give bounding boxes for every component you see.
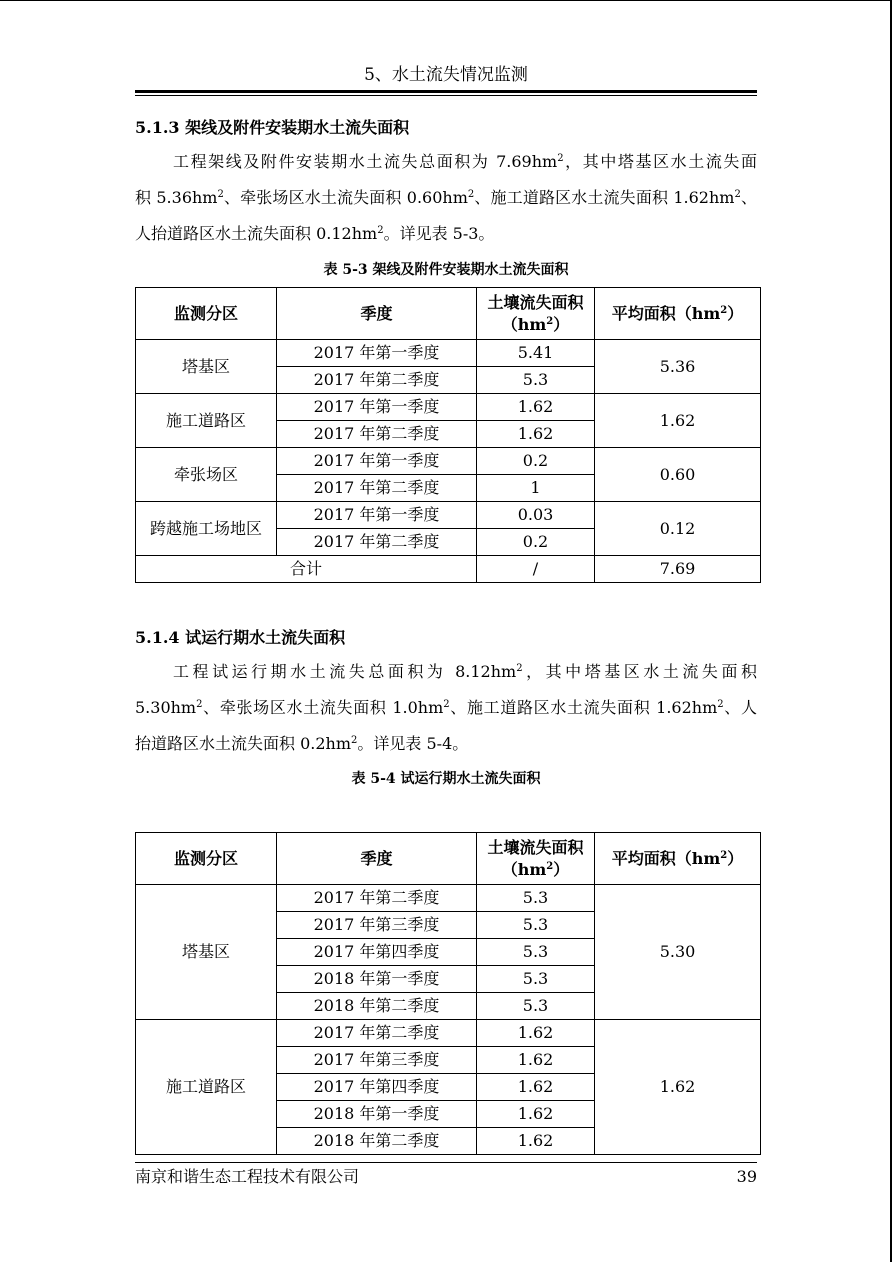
area-cell: 1.62 bbox=[477, 1128, 595, 1155]
area-cell: 1.62 bbox=[477, 394, 595, 421]
season-cell: 2018 年第一季度 bbox=[277, 1101, 477, 1128]
header-area: 土壤流失面积 $(hm^2)$ bbox=[477, 833, 595, 885]
season-cell: 2018 年第一季度 bbox=[277, 966, 477, 993]
total-avg: 7.69 bbox=[595, 556, 761, 583]
zone-cell: 牵张场区 bbox=[136, 448, 277, 502]
area-cell: 1.62 bbox=[477, 421, 595, 448]
season-cell: 2017 年第二季度 bbox=[277, 885, 477, 912]
avg-cell: 5.30 bbox=[595, 885, 761, 1020]
season-cell: 2017 年第一季度 bbox=[277, 394, 477, 421]
season-cell: 2017 年第一季度 bbox=[277, 340, 477, 367]
area-cell: 1.62 bbox=[477, 1020, 595, 1047]
area-cell: 5.3 bbox=[477, 885, 595, 912]
area-cell: 0.03 bbox=[477, 502, 595, 529]
season-cell: 2017 年第二季度 bbox=[277, 421, 477, 448]
season-cell: 2017 年第四季度 bbox=[277, 1074, 477, 1101]
area-cell: 1 bbox=[477, 475, 595, 502]
season-cell: 2017 年第一季度 bbox=[277, 448, 477, 475]
header-zone: 监测分区 bbox=[136, 288, 277, 340]
header-season: 季度 bbox=[277, 833, 477, 885]
footer-company: 南京和谐生态工程技术有限公司 bbox=[135, 1167, 360, 1186]
season-cell: 2017 年第四季度 bbox=[277, 939, 477, 966]
total-row bbox=[136, 556, 761, 583]
area-cell: 5.3 bbox=[477, 939, 595, 966]
section-heading-5-1-4: 5.1.4 试运行期水土流失面积 bbox=[135, 628, 346, 647]
paragraph-line: $5.30hm^2$、牵张场区水土流失面积 $1.0hm^2$、施工道路区水土流失面积 $1.62hm^2$、人 bbox=[135, 698, 757, 717]
table-5-3-caption: 表 5-3 架线及附件安装期水土流失面积 bbox=[323, 262, 569, 278]
area-cell: 0.2 bbox=[477, 448, 595, 475]
page-number: 39 bbox=[736, 1167, 757, 1186]
table-row bbox=[136, 340, 761, 367]
zone-cell: 跨越施工场地区 bbox=[136, 502, 277, 556]
table-5-4-caption: 表 5-4 试运行期水土流失面积 bbox=[351, 771, 541, 787]
header-rule-thin bbox=[135, 95, 757, 96]
area-cell: 1.62 bbox=[477, 1074, 595, 1101]
area-cell: 1.62 bbox=[477, 1101, 595, 1128]
season-cell: 2017 年第二季度 bbox=[277, 475, 477, 502]
table-header-row bbox=[136, 288, 761, 340]
total-label: 合计 bbox=[136, 556, 477, 583]
avg-cell: 1.62 bbox=[595, 394, 761, 448]
area-cell: 5.3 bbox=[477, 993, 595, 1020]
season-cell: 2017 年第三季度 bbox=[277, 1047, 477, 1074]
avg-cell: 5.36 bbox=[595, 340, 761, 394]
season-cell: 2018 年第二季度 bbox=[277, 1128, 477, 1155]
table-5-3 bbox=[135, 287, 761, 583]
header-rule-thick bbox=[135, 90, 757, 93]
avg-cell: 1.62 bbox=[595, 1020, 761, 1155]
area-cell: 1.62 bbox=[477, 1047, 595, 1074]
footer-rule bbox=[135, 1162, 757, 1163]
avg-cell: 0.12 bbox=[595, 502, 761, 556]
page-border-top bbox=[0, 0, 892, 1]
season-cell: 2017 年第二季度 bbox=[277, 367, 477, 394]
paragraph-5-1-4 bbox=[135, 654, 757, 762]
area-cell: 5.41 bbox=[477, 340, 595, 367]
table-row bbox=[136, 885, 761, 912]
paragraph-line: 工程试运行期水土流失总面积为 $8.12hm^2$，其中塔基区水土流失面积 bbox=[173, 662, 757, 681]
zone-cell: 塔基区 bbox=[136, 340, 277, 394]
header-area: 土壤流失面积 $(hm^2)$ bbox=[477, 288, 595, 340]
table-header-row bbox=[136, 833, 761, 885]
paragraph-line: 工程架线及附件安装期水土流失总面积为 $7.69hm^2$，其中塔基区水土流失面 bbox=[173, 152, 757, 171]
running-header: 5、水土流失情况监测 bbox=[364, 65, 528, 85]
header-zone: 监测分区 bbox=[136, 833, 277, 885]
paragraph-line: 抬道路区水土流失面积 $0.2hm^2$。详见表 5-4。 bbox=[135, 734, 469, 753]
paragraph-5-1-3 bbox=[135, 144, 757, 252]
section-heading-5-1-3: 5.1.3 架线及附件安装期水土流失面积 bbox=[135, 118, 410, 137]
season-cell: 2017 年第三季度 bbox=[277, 912, 477, 939]
table-5-4 bbox=[135, 832, 761, 1155]
zone-cell: 施工道路区 bbox=[136, 394, 277, 448]
table-row bbox=[136, 1020, 761, 1047]
area-cell: 0.2 bbox=[477, 529, 595, 556]
zone-cell: 塔基区 bbox=[136, 885, 277, 1020]
zone-cell: 施工道路区 bbox=[136, 1020, 277, 1155]
paragraph-line: 积 $5.36hm^2$、牵张场区水土流失面积 $0.60hm^2$、施工道路区水土流失面积 $1.62hm^2$、 bbox=[135, 188, 757, 207]
season-cell: 2017 年第一季度 bbox=[277, 502, 477, 529]
paragraph-line: 人抬道路区水土流失面积 $0.12hm^2$。详见表 5-3。 bbox=[135, 224, 495, 243]
header-season: 季度 bbox=[277, 288, 477, 340]
area-cell: 5.3 bbox=[477, 912, 595, 939]
total-area: / bbox=[477, 556, 595, 583]
avg-cell: 0.60 bbox=[595, 448, 761, 502]
season-cell: 2017 年第二季度 bbox=[277, 1020, 477, 1047]
season-cell: 2018 年第二季度 bbox=[277, 993, 477, 1020]
header-avg: 平均面积$(hm^2)$ bbox=[595, 288, 761, 340]
table-row bbox=[136, 448, 761, 475]
area-cell: 5.3 bbox=[477, 367, 595, 394]
header-avg: 平均面积$(hm^2)$ bbox=[595, 833, 761, 885]
table-row bbox=[136, 394, 761, 421]
area-cell: 5.3 bbox=[477, 966, 595, 993]
table-row bbox=[136, 502, 761, 529]
season-cell: 2017 年第二季度 bbox=[277, 529, 477, 556]
